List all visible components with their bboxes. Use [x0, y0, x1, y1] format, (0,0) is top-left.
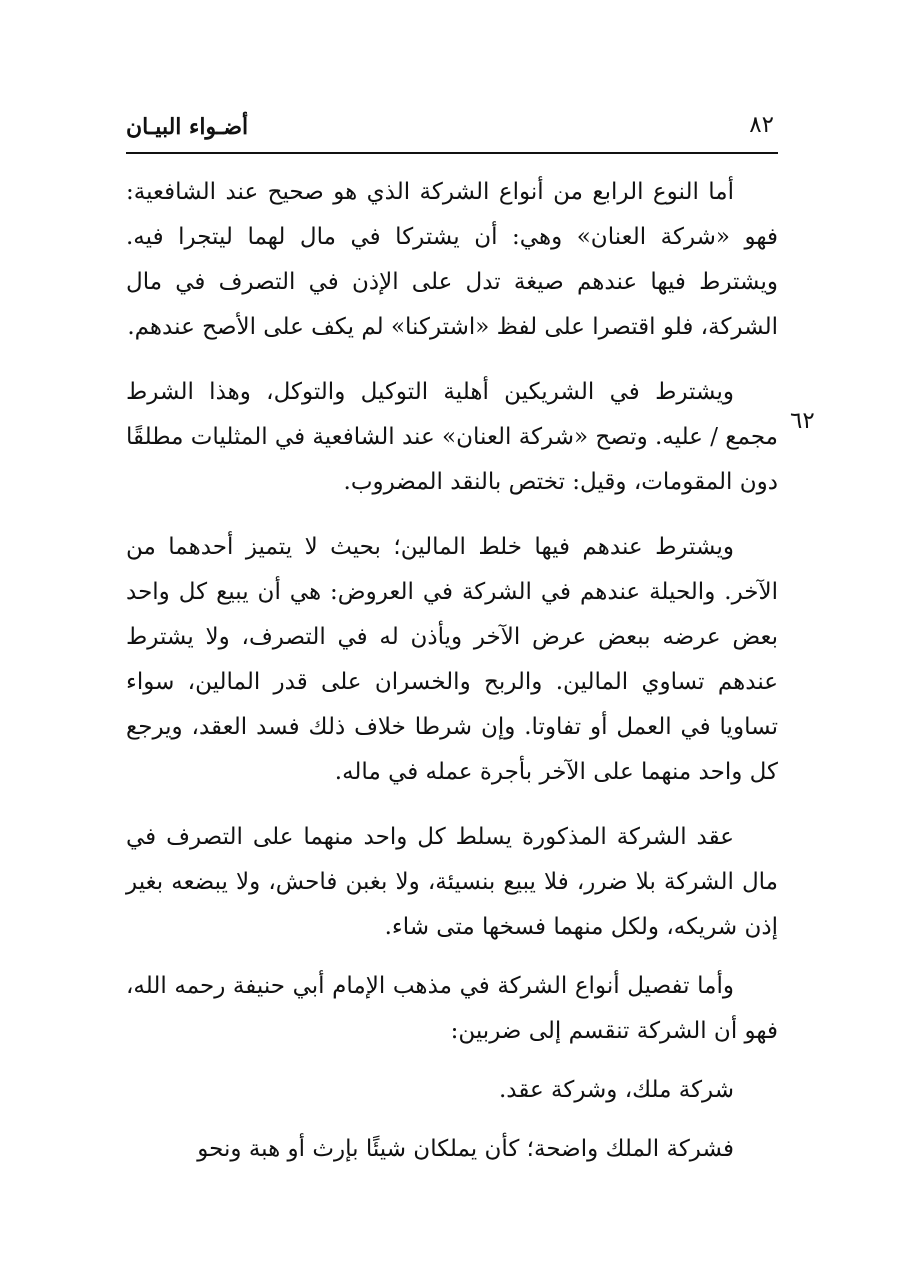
paragraph-6: شركة ملك، وشركة عقد.	[498, 1077, 734, 1103]
paragraph-spacer	[126, 1113, 778, 1127]
paragraph-7: فشركة الملك واضحة؛ كأن يملكان شيئًا بإرث أو هبة ونحو	[197, 1136, 734, 1162]
paragraph-3: ويشترط عندهم فيها خلط المالين؛ بحيث لا يتميز أحدهما من الآخر. والحيلة عندهم في الشركة في العروض: هي أن يبيع كل واحد بعض عرضه ببعض عرض الآخر ويأذن له في التصرف، ولا يشترط عندهم تساوي المالين. والربح والخسران على قدر المالين، سواء تساويا في العمل أو تفاوتا. وإن شرطا خلاف ذلك فسد العقد، ويرجع كل واحد منهما على الآخر بأجرة عمله في ماله.	[126, 534, 778, 785]
paragraph-spacer	[126, 505, 778, 525]
paragraph-spacer	[126, 795, 778, 815]
paragraph-1: أما النوع الرابع من أنواع الشركة الذي هو صحيح عند الشافعية: فهو «شركة العنان» وهي: أن يشتركا في مال لهما ليتجرا فيه. ويشترط فيها عندهم صيغة تدل على الإذن في التصرف في مال الشركة، فلو اقتصرا على لفظ «اشتركنا» لم يكف على الأصح عندهم.	[126, 179, 778, 340]
running-title-text: أضـواء البيـان	[126, 114, 249, 140]
paragraph-5: وأما تفصيل أنواع الشركة في مذهب الإمام أبي حنيفة رحمه الله، فهو أن الشركة تنقسم إلى ضربين:	[126, 973, 778, 1044]
margin-page-reference: ٦٢	[790, 408, 815, 434]
header-divider	[126, 152, 778, 154]
paragraph-2: ويشترط في الشريكين أهلية التوكيل والتوكل، وهذا الشرط مجمع / عليه. وتصح «شركة العنان» عند الشافعية في المثليات مطلقًا دون المقومات، وقيل: تختص بالنقد المضروب.	[126, 379, 778, 495]
page-header	[126, 108, 778, 148]
paragraph-spacer	[126, 350, 778, 370]
page-number: ٨٢	[749, 112, 774, 138]
paragraph-spacer	[126, 950, 778, 964]
page-body	[126, 170, 778, 1172]
paragraph-4: عقد الشركة المذكورة يسلط كل واحد منهما على التصرف في مال الشركة بلا ضرر، فلا يبيع بنسيئة، ولا بغبن فاحش، ولا يبضعه بغير إذن شريكه، ولكل منهما فسخها متى شاء.	[126, 824, 778, 940]
paragraph-spacer	[126, 1054, 778, 1068]
